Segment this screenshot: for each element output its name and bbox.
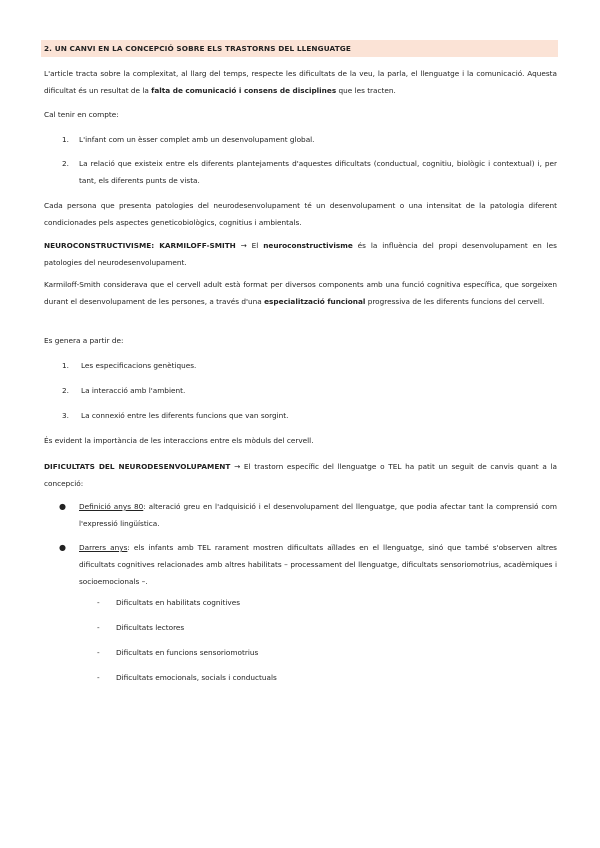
karmiloff-bold: especialització funcional <box>264 297 366 306</box>
neuro-title: NEUROCONSTRUCTIVISME: KARMILOFF-SMITH <box>44 241 236 250</box>
bullet-label: Darrers anys <box>79 543 128 552</box>
list2-number: 3. <box>62 411 69 420</box>
cal-tenir-text: Cal tenir en compte: <box>44 110 119 119</box>
cada-persona-paragraph: Cada persona que presenta patologies del neurodesenvolupament té un desenvolupament o una intensitat de la patologia diferent condicionades pels aspectes geneticobiològics, cognitius i ambientals. <box>44 201 557 227</box>
karmiloff-text-end: progressiva de les diferents funcions del cervell. <box>365 297 545 306</box>
list2-item: Les especificacions genètiques. <box>81 361 197 370</box>
dash-icon: - <box>97 623 100 632</box>
bullet-item <box>79 539 557 590</box>
dificultats-paragraph <box>44 458 557 492</box>
list2-item: La connexió entre les diferents funcions que van sorgint. <box>81 411 289 420</box>
bullet-icon: ● <box>59 502 66 511</box>
list1-item: La relació que existeix entre els diferents plantejaments d'aquestes dificultats (conductual, cognitiu, biològic i contextual) i, per tant, els diferents punts de vista. <box>79 159 557 185</box>
bullet-icon: ● <box>59 543 66 552</box>
intro-text: L'article tracta sobre la complexitat, al llarg del temps, respecte les dificultats de la veu, la parla, el llenguatge i la comunicació. Aquesta dificultat és un resultat de la <box>44 69 557 95</box>
karmiloff-text: Karmiloff-Smith considerava que el cervell adult està format per diversos components amb una funció cognitiva específica, que sorgeixen durant el desenvolupament de les persones, a través d'una <box>44 280 557 306</box>
bullet-label: Definició anys 80 <box>79 502 144 511</box>
intro-paragraph <box>44 65 557 99</box>
dificultats-text: → El trastorn específic del llenguatge o TEL ha patit un seguit de canvis quant a la concepció: <box>44 462 557 488</box>
evident-text: És evident la importància de les interaccions entre els mòduls del cervell. <box>44 436 314 445</box>
list2-item: La interacció amb l'ambient. <box>81 386 186 395</box>
intro-text-end: que les tracten. <box>336 86 396 95</box>
dash-icon: - <box>97 673 100 682</box>
bullet-item <box>79 498 557 532</box>
dash-icon: - <box>97 648 100 657</box>
list2-number: 1. <box>62 361 69 370</box>
sublist-item: Dificultats emocionals, socials i conductuals <box>116 673 277 682</box>
sublist-item: Dificultats lectores <box>116 623 185 632</box>
bullet-text: : els infants amb TEL rarament mostren dificultats aïllades en el llenguatge, sinó que també s'observen altres dificultats cognitives relacionades amb altres habilitats – processament del llenguatge, dificultats sensoriomotrius, acadèmiques i socioemocionals –. <box>79 543 557 586</box>
list2-number: 2. <box>62 386 69 395</box>
list1-number: 1. <box>62 135 69 144</box>
neuro-paragraph <box>44 237 557 271</box>
bullet-text: : alteració greu en l'adquisició i el desenvolupament del llenguatge, que podia afectar tant la comprensió com l'expressió lingüística. <box>79 502 557 528</box>
dificultats-title: DIFICULTATS DEL NEURODESENVOLUPAMENT <box>44 462 231 471</box>
neuro-arrow: → El <box>235 241 264 250</box>
dash-icon: - <box>97 598 100 607</box>
list1-number: 2. <box>62 159 69 168</box>
es-genera-text: Es genera a partir de: <box>44 336 124 345</box>
neuro-bold: neuroconstructivisme <box>263 241 353 250</box>
sublist-item: Dificultats en funcions sensoriomotrius <box>116 648 259 657</box>
neuro-text: és la influència del propi desenvolupament en les patologies del neurodesenvolupament. <box>44 241 557 267</box>
section-heading: 2. UN CANVI EN LA CONCEPCIÓ SOBRE ELS TRASTORNS DEL LLENGUATGE <box>41 40 558 57</box>
sublist-item: Dificultats en habilitats cognitives <box>116 598 241 607</box>
list1-item: L'infant com un èsser complet amb un desenvolupament global. <box>79 135 315 144</box>
intro-bold: falta de comunicació i consens de disciplines <box>151 86 337 95</box>
karmiloff-paragraph <box>44 276 557 310</box>
